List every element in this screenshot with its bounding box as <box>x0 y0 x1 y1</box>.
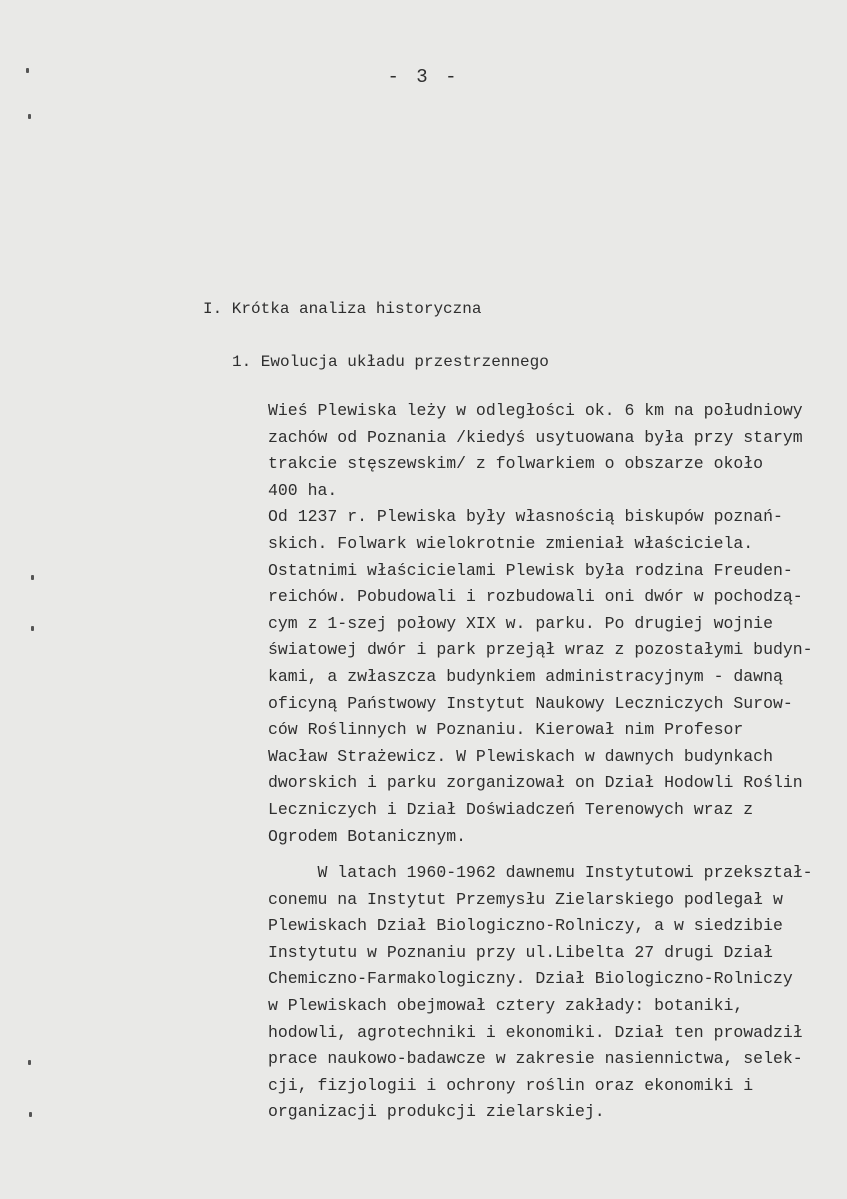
page-number: - 3 - <box>387 66 460 88</box>
text-line: cji, fizjologii i ochrony roślin oraz ekonomiki i <box>268 1075 754 1095</box>
text-line: organizacji produkcji zielarskiej. <box>268 1102 605 1122</box>
punch-hole-mark <box>28 1060 31 1065</box>
text-line: ców Roślinnych w Poznaniu. Kierował nim Profesor <box>268 720 744 740</box>
text-line: światowej dwór i park przejął wraz z pozostałymi budyn- <box>268 640 813 660</box>
punch-hole-mark <box>31 575 34 580</box>
punch-hole-mark <box>31 626 34 631</box>
text-line: Leczniczych i Dział Doświadczeń Terenowych wraz z <box>268 799 754 819</box>
text-line: w Plewiskach obejmował cztery zakłady: botaniki, <box>268 996 744 1016</box>
text-line: Instytutu w Poznaniu przy ul.Libelta 27 drugi Dział <box>268 942 773 962</box>
text-line: prace naukowo-badawcze w zakresie nasiennictwa, selek- <box>268 1049 803 1069</box>
text-line: 400 ha. <box>268 480 338 500</box>
text-line: oficyną Państwowy Instytut Naukowy Leczniczych Surow- <box>268 693 793 713</box>
text-line: Chemiczno-Farmakologiczny. Dział Biologiczno-Rolniczy <box>268 969 793 989</box>
text-line: skich. Folwark wielokrotnie zmieniał właściciela. <box>268 533 754 553</box>
text-line: Wieś Plewiska leży w odległości ok. 6 km na południowy <box>268 401 803 420</box>
text-line: hodowli, agrotechniki i ekonomiki. Dział ten prowadził <box>268 1022 803 1042</box>
section-heading: I. Krótka analiza historyczna <box>203 300 482 318</box>
text-line: Wacław Strażewicz. W Plewiskach w dawnych budynkach <box>268 746 773 766</box>
text-line: Plewiskach Dział Biologiczno-Rolniczy, a w siedzibie <box>268 916 783 936</box>
text-line: Od 1237 r. Plewiska były własnością biskupów poznań- <box>268 507 783 527</box>
subsection-heading: 1. Ewolucja układu przestrzennego <box>232 353 549 371</box>
text-line: cym z 1-szej połowy XIX w. parku. Po drugiej wojnie <box>268 613 773 633</box>
body-text <box>268 398 843 1126</box>
text-line: trakcie stęszewskim/ z folwarkiem o obszarze około <box>268 454 764 474</box>
text-line: zachów od Poznania /kiedyś usytuowana była przy starym <box>268 427 803 447</box>
text-line: kami, a zwłaszcza budynkiem administracyjnym - dawną <box>268 666 783 686</box>
text-line: reichów. Pobudowali i rozbudowali oni dwór w pochodzą- <box>268 587 803 607</box>
text-line: Ogrodem Botanicznym. <box>268 826 467 846</box>
text-line: W latach 1960-1962 dawnemu Instytutowi przekształ- <box>268 863 813 883</box>
text-line: dworskich i parku zorganizował on Dział Hodowli Roślin <box>268 773 803 793</box>
text-line: Ostatnimi właścicielami Plewisk była rodzina Freuden- <box>268 560 793 580</box>
text-line: conemu na Instytut Przemysłu Zielarskiego podlegał w <box>268 889 783 909</box>
punch-hole-mark <box>28 114 31 119</box>
punch-hole-mark <box>29 1112 32 1117</box>
